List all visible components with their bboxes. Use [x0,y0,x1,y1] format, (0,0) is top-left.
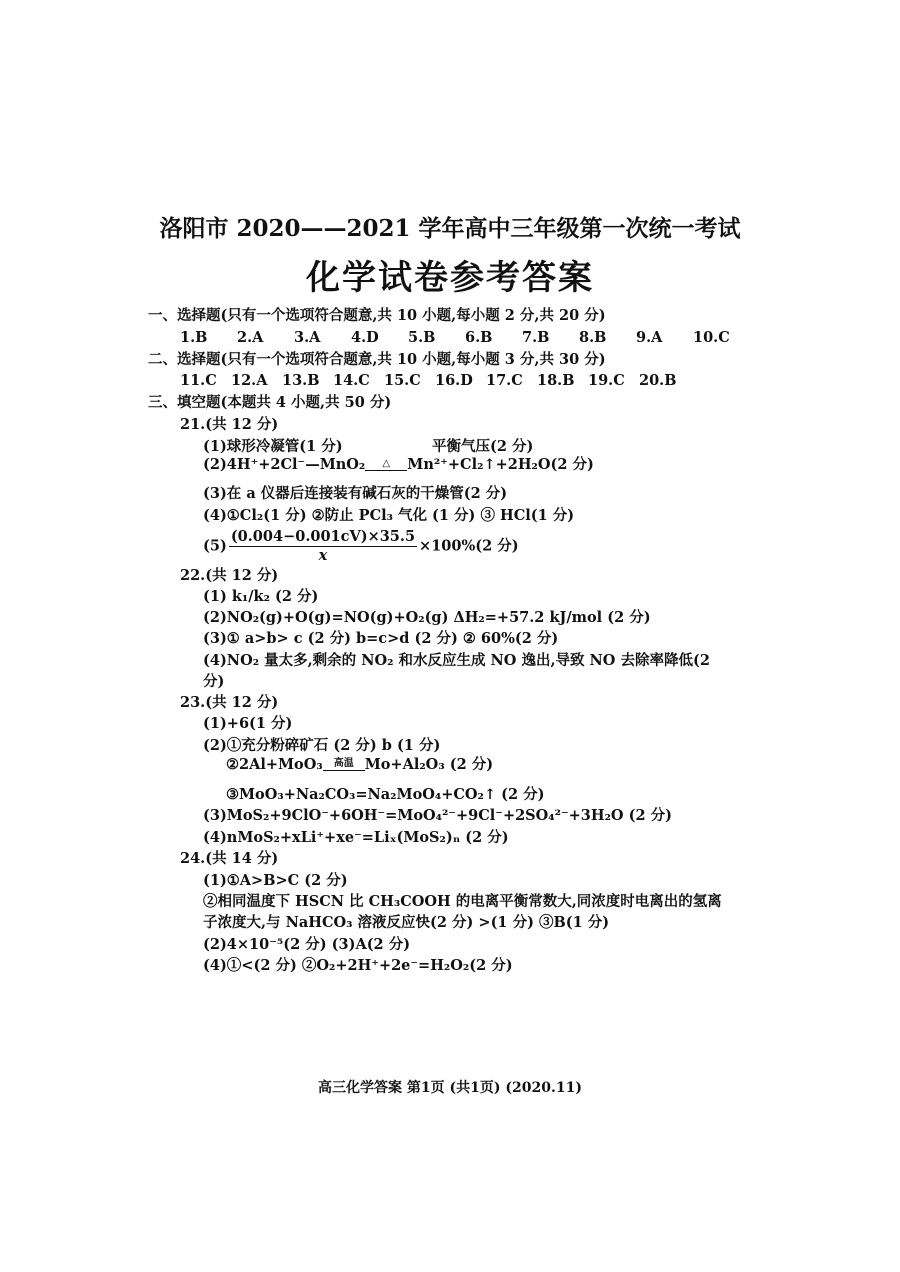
fraction-suffix: ×100%(2 分) [419,537,519,555]
answer-item: 4.D [351,329,379,346]
answer-item: 8.B [579,329,607,346]
fraction [229,528,417,565]
equation-right: Mo+Al₂O₃ (2 分) [364,756,494,773]
q24-part1: (1)①A>B>C (2 分) [203,872,348,889]
answer-item: 17.C [486,372,523,389]
q22-part1: (1) k₁/k₂ (2 分) [203,588,319,605]
answer-item: 9.A [636,329,663,346]
answer-item: 20.B [639,372,677,389]
q22-part4: (4)NO₂ 量太多,剩余的 NO₂ 和水反应生成 NO 逸出,导致 NO 去除率降低(2 [203,652,710,669]
q23-part2: (2)①充分粉碎矿石 (2 分) b (1 分) [203,737,441,754]
answer-item: 13.B [282,372,320,389]
equation-left: ②2Al+MoO₃ [226,756,323,773]
q22-title: 22.(共 12 分) [180,567,279,584]
equation-left: (2)4H⁺+2Cl⁻—MnO₂ [203,456,366,473]
q24-part1b-cont: 子浓度大,与 NaHCO₃ 溶液反应快(2 分) >(1 分) ③B(1 分) [203,914,610,931]
q21-part2 [203,455,594,475]
q24-part1b: ②相同温度下 HSCN 比 CH₃COOH 的电离平衡常数大,同浓度时电离出的氢离 [203,893,722,910]
q24-part4: (4)①<(2 分) ②O₂+2H⁺+2e⁻=H₂O₂(2 分) [203,957,513,974]
q21-part4: (4)①Cl₂(1 分) ②防止 PCl₃ 气化 (1 分) ③ HCl(1 分) [203,507,575,524]
q22-part3: (3)① a>b> c (2 分) b=c>d (2 分) ② 60%(2 分) [203,630,559,647]
answer-item: 5.B [408,329,436,346]
section1-heading: 一、选择题(只有一个选项符合题意,共 10 小题,每小题 2 分,共 20 分) [148,307,606,324]
part-label: (5) [203,537,227,555]
answer-item: 7.B [522,329,550,346]
fraction-numerator: (0.004−0.001cV)×35.5 [230,528,416,545]
q23-part2-eq2: ③MoO₃+Na₂CO₃=Na₂MoO₄+CO₂↑ (2 分) [226,786,545,803]
q21-part1: (1)球形冷凝管(1 分) [203,438,343,455]
q23-part2-eq1 [226,755,493,775]
q21-part3: (3)在 a 仪器后连接装有碱石灰的干燥管(2 分) [203,485,508,502]
section3-heading: 三、填空题(本题共 4 小题,共 50 分) [148,394,392,411]
q21-part1b: 平衡气压(2 分) [432,438,534,455]
q22-part4-cont: 分) [203,673,225,690]
high-temp-condition: 高温 [333,758,354,769]
reaction-arrow [365,459,407,471]
answer-item: 11.C [180,372,217,389]
answer-item: 1.B [180,329,208,346]
equation-right: Mn²⁺+Cl₂↑+2H₂O(2 分) [407,456,594,473]
reaction-arrow [323,759,365,771]
section1-answers [180,328,730,348]
q21-title: 21.(共 12 分) [180,416,279,433]
answer-item: 16.D [435,372,473,389]
q23-part4: (4)nMoS₂+xLi⁺+xe⁻=Liₓ(MoS₂)ₙ (2 分) [203,829,509,846]
q22-part2: (2)NO₂(g)+O(g)=NO(g)+O₂(g) ΔH₂=+57.2 kJ/mol (2 分) [203,609,651,626]
section2-answers [180,371,676,391]
answer-item: 2.A [237,329,264,346]
page-footer: 高三化学答案 第1页 (共1页) (2020.11) [318,1080,582,1096]
answer-item: 14.C [333,372,370,389]
q23-part3: (3)MoS₂+9ClO⁻+6OH⁻=MoO₄²⁻+9Cl⁻+2SO₄²⁻+3H₂O (2 分) [203,807,672,824]
heat-condition: △ [382,458,391,469]
document-title: 化学试卷参考答案 [306,258,594,298]
q23-part1: (1)+6(1 分) [203,715,293,732]
answer-item: 3.A [294,329,321,346]
section2-heading: 二、选择题(只有一个选项符合题意,共 10 小题,每小题 3 分,共 30 分) [148,351,606,368]
q23-title: 23.(共 12 分) [180,694,279,711]
exam-title: 洛阳市 2020——2021 学年高中三年级第一次统一考试 [159,215,741,242]
answer-item: 15.C [384,372,421,389]
answer-item: 10.C [693,329,730,346]
q24-part2-3: (2)4×10⁻⁵(2 分) (3)A(2 分) [203,936,411,953]
q21-part5 [203,528,519,565]
q24-title: 24.(共 14 分) [180,850,279,867]
fraction-denominator: x [318,547,328,564]
answer-item: 18.B [537,372,575,389]
answer-item: 19.C [588,372,625,389]
answer-item: 12.A [231,372,268,389]
answer-item: 6.B [465,329,493,346]
